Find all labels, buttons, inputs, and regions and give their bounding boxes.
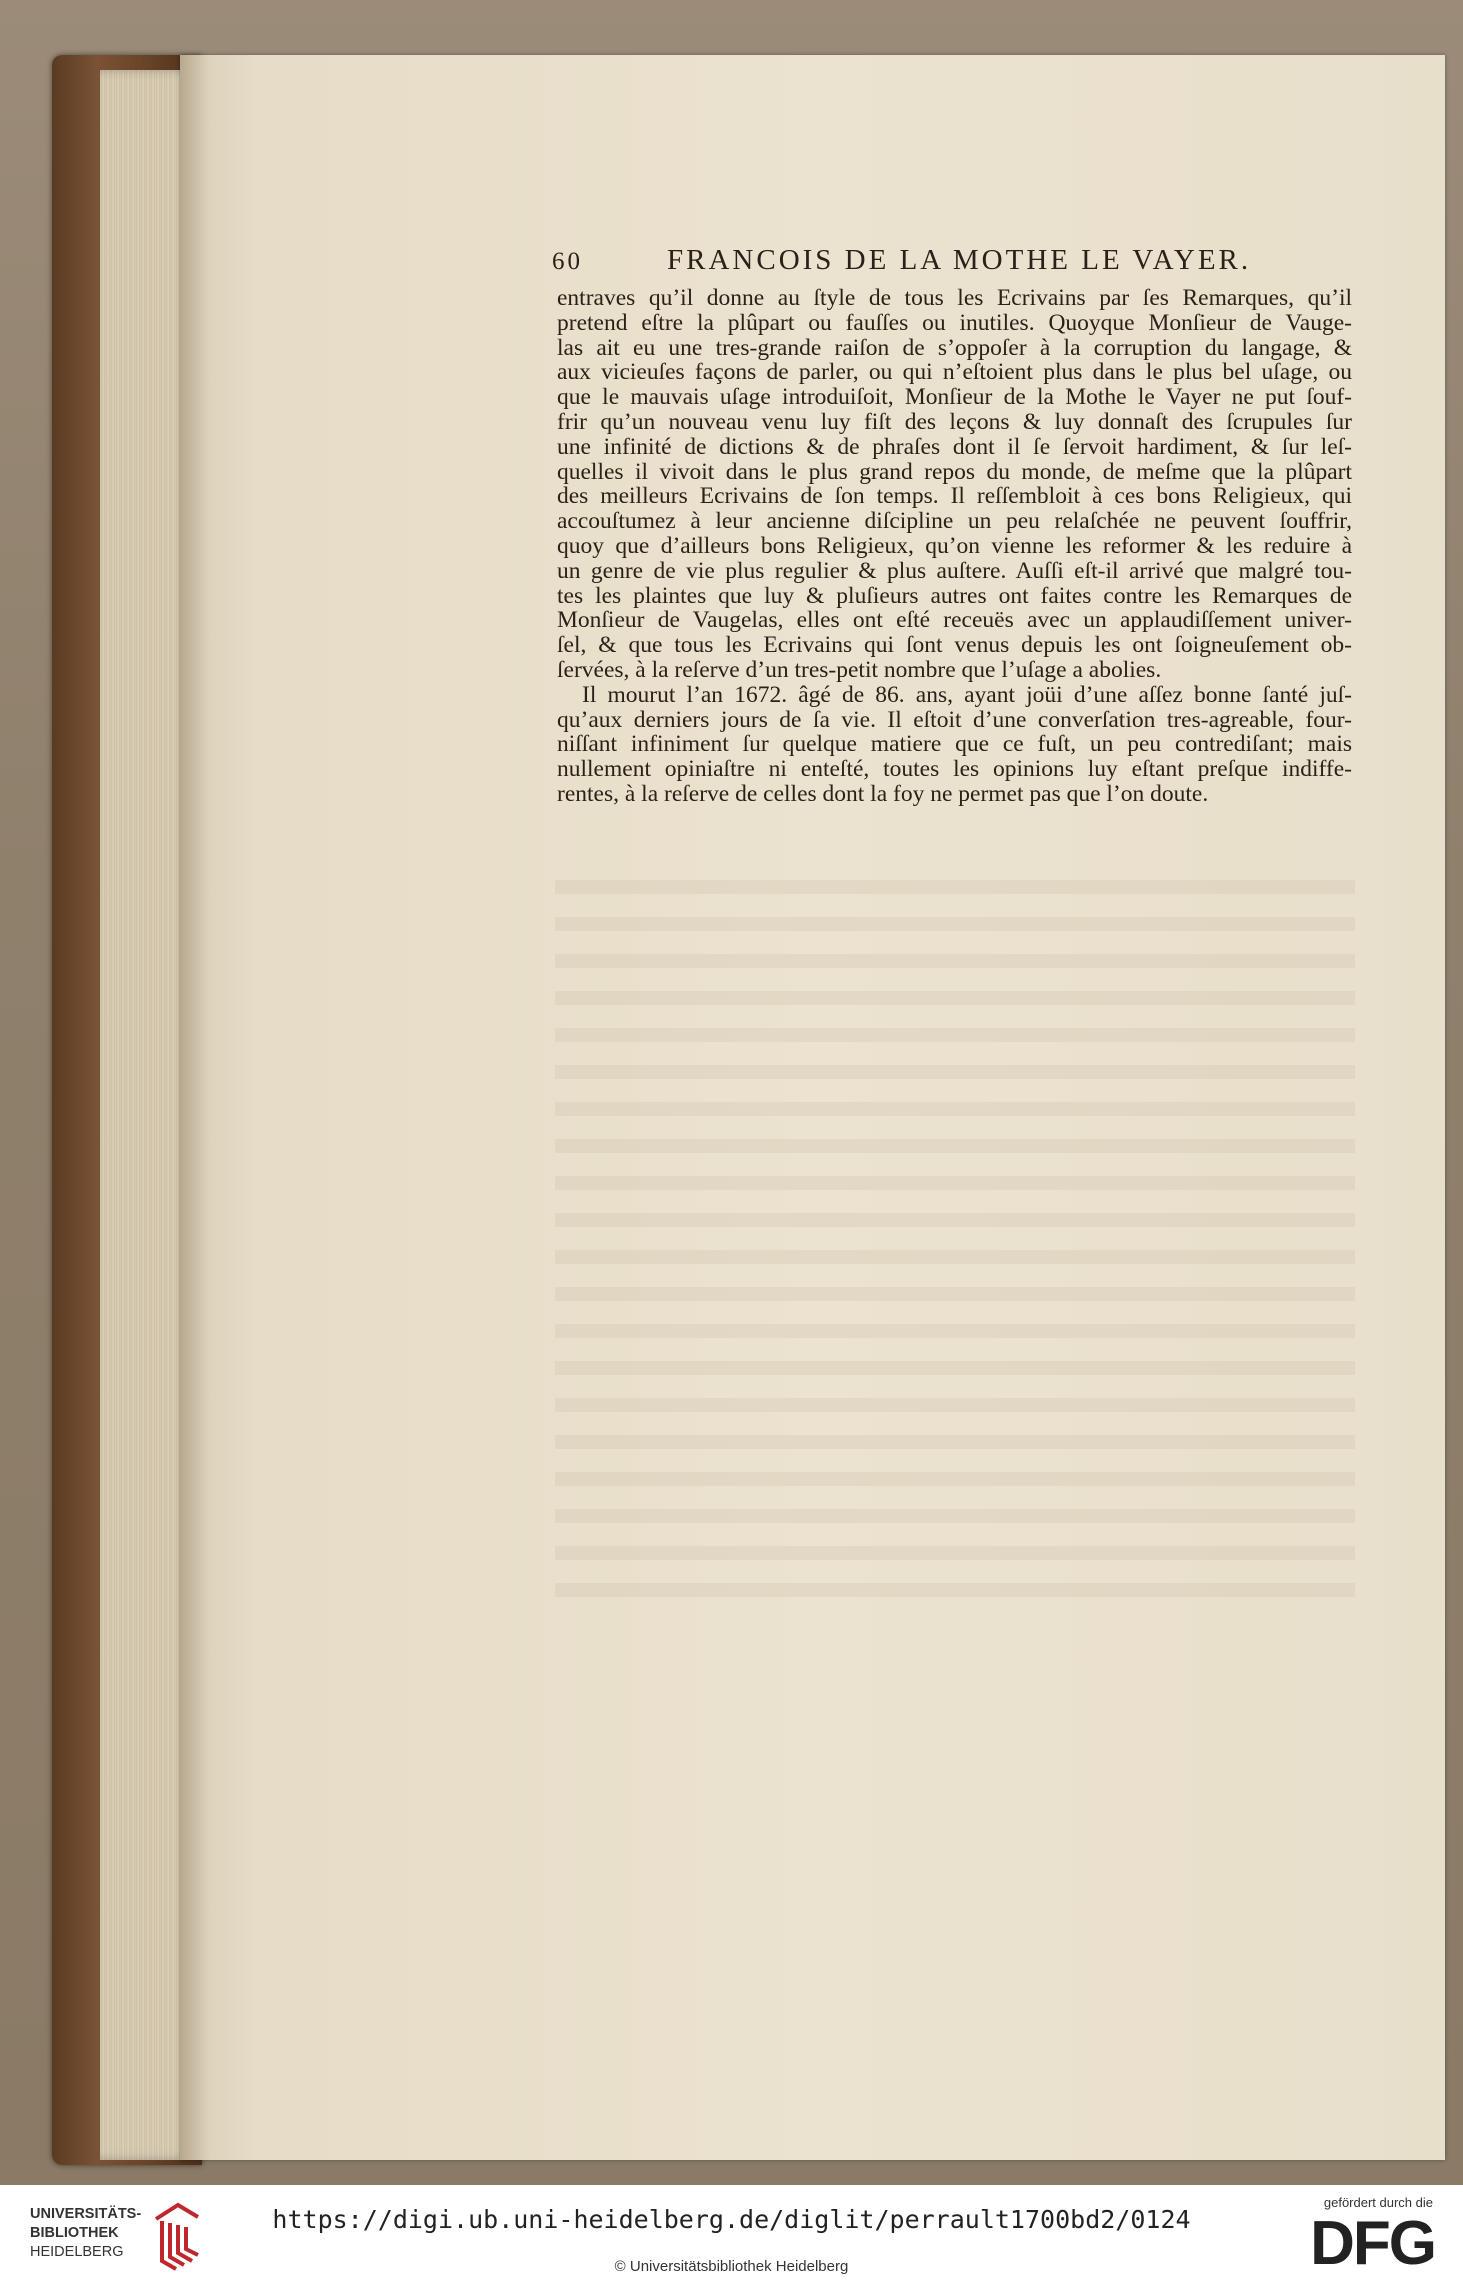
- text-line: las ait eu une tres-grande raiſon de s’oppoſer à la corruption du langage, &: [557, 334, 1352, 361]
- text-line: un genre de vie plus regulier & plus auſtere. Auſſi eſt-il arrivé que malgré tou-: [557, 557, 1352, 584]
- text-line: tes les plaintes que luy & pluſieurs autres ont faites contre les Remarques de: [557, 582, 1352, 609]
- text-line: ſervées, à la reſerve d’un tres-petit nombre que l’uſage a abolies.: [557, 656, 1162, 683]
- text-line: ſel, & que tous les Ecrivains qui ſont venus depuis les ont ſoigneuſement ob-: [557, 632, 1352, 659]
- text-line: frir qu’un nouveau venu luy fiſt des leçons & luy donnaſt des ſcrupules ſur: [557, 408, 1352, 435]
- text-line: entraves qu’il donne au ſtyle de tous les Ecrivains par ſes Remarques, qu’il: [557, 285, 1352, 311]
- text-line: aux vicieuſes façons de parler, ou qui n’eſtoient plus dans le plus bel uſage, ou: [557, 359, 1352, 386]
- viewer-footer: [0, 2185, 1463, 2288]
- text-line: des meilleurs Ecrivains de ſon temps. Il reſſembloit à ces bons Religieux, qui: [557, 483, 1352, 510]
- text-block: [552, 244, 1352, 807]
- text-line: nullement opiniaſtre ni enteſté, toutes les opinions luy eſtant preſque indiffe-: [557, 756, 1352, 783]
- bleed-through: [555, 880, 1355, 1600]
- text-line: niſſant infiniment ſur quelque matiere que ce fuſt, un peu contrediſant; mais: [557, 731, 1352, 758]
- text-line: qu’aux derniers jours de ſa vie. Il eſtoit d’une converſation tres-agreable, four-: [557, 706, 1352, 733]
- running-head-title: FRANCOIS DE LA MOTHE LE VAYER.: [667, 244, 1252, 276]
- body-text: [557, 286, 1352, 807]
- text-line: quelles il vivoit dans le plus grand repos du monde, de meſme que la plûpart: [557, 458, 1352, 485]
- page-number: 60: [552, 248, 583, 275]
- text-line: Il mourut l’an 1672. âgé de 86. ans, ayant joüi d’une aſſez bonne ſanté juſ-: [582, 681, 1352, 708]
- institution-line-2: BIBLIOTHEK: [30, 2225, 119, 2241]
- text-line: que le mauvais uſage introduiſoit, Monſieur de la Mothe le Vayer ne put ſouf-: [557, 384, 1352, 411]
- text-line: accouſtumez à leur ancienne diſcipline un peu relaſchée ne peuvent ſouffrir,: [557, 508, 1352, 535]
- permalink-url[interactable]: https://digi.ub.uni-heidelberg.de/diglit/perrault1700bd2/0124: [272, 2205, 1191, 2234]
- copyright-notice: © Universitätsbibliothek Heidelberg: [614, 2258, 849, 2275]
- running-head: [552, 244, 1352, 286]
- text-line: quoy que d’ailleurs bons Religieux, qu’on vienne les reformer & les reduire à: [557, 532, 1352, 559]
- institution-line-1: UNIVERSITÄTS-: [30, 2206, 142, 2222]
- text-line: rentes, à la reſerve de celles dont la foy ne permet pas que l’on doute.: [557, 780, 1209, 807]
- dfg-logo: DFG: [1310, 2209, 1435, 2278]
- text-line: Monſieur de Vaugelas, elles ont eſté receuës avec un applaudiſſement univer-: [557, 607, 1352, 634]
- institution-line-3: HEIDELBERG: [30, 2244, 124, 2260]
- text-line: une infinité de dictions & de phraſes dont il ſe ſervoit hardiment, & ſur leſ-: [557, 433, 1352, 460]
- page-gutter-shadow: [180, 55, 210, 2160]
- text-line: pretend eſtre la plûpart ou fauſſes ou inutiles. Quoyque Monſieur de Vauge-: [557, 309, 1352, 336]
- funding-caption: gefördert durch die: [1323, 2195, 1433, 2210]
